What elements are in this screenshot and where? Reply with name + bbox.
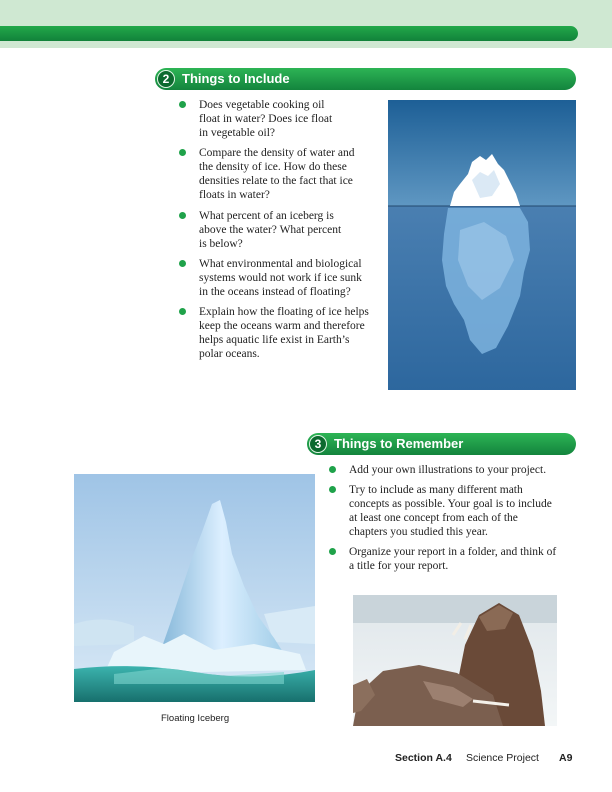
section-2-number: 2 (157, 70, 175, 88)
section-3-list (328, 463, 588, 573)
floating-iceberg-photo (74, 474, 315, 702)
photo-caption: Floating Iceberg (161, 713, 230, 724)
section-3-header (307, 433, 576, 455)
bullet-icon (179, 308, 186, 315)
list-item: Add your own illustrations to your project. (328, 463, 588, 477)
list-item: What percent of an iceberg is above the water? What percent is below? (178, 209, 383, 251)
iceberg-cross-section-image (388, 100, 576, 390)
bullet-icon (179, 101, 186, 108)
bullet-icon (329, 486, 336, 493)
bullet-icon (179, 149, 186, 156)
section-3-number: 3 (309, 435, 327, 453)
footer-title: Science Project (466, 752, 539, 764)
list-item: What environmental and biological systems would not work if ice sunk in the oceans instead of floating? (178, 257, 383, 299)
bullet-icon (329, 466, 336, 473)
list-item: Organize your report in a folder, and think of a title for your report. (328, 545, 588, 573)
bullet-icon (329, 548, 336, 555)
walrus-photo (353, 595, 557, 726)
section-2-header (155, 68, 576, 90)
section-2-list (178, 98, 383, 361)
list-item: Explain how the floating of ice helps keep the oceans warm and therefore helps aquatic life exist in Earth’s polar oceans. (178, 305, 383, 361)
page-number: A9 (559, 752, 573, 764)
section-3-title: Things to Remember (334, 436, 464, 451)
bullet-icon (179, 260, 186, 267)
footer-section: Section A.4 (395, 752, 452, 764)
section-2-title: Things to Include (182, 71, 290, 86)
iceberg-diagram (388, 100, 576, 390)
list-item: Does vegetable cooking oil float in water? Does ice float in vegetable oil? (178, 98, 383, 140)
list-item: Compare the density of water and the density of ice. How do these densities relate to the fact that ice floats in water? (178, 146, 383, 202)
list-item: Try to include as many different math concepts as possible. Your goal is to include at least one concept from each of the chapters you studied this year. (328, 483, 588, 539)
top-green-bar (0, 26, 578, 41)
bullet-icon (179, 212, 186, 219)
